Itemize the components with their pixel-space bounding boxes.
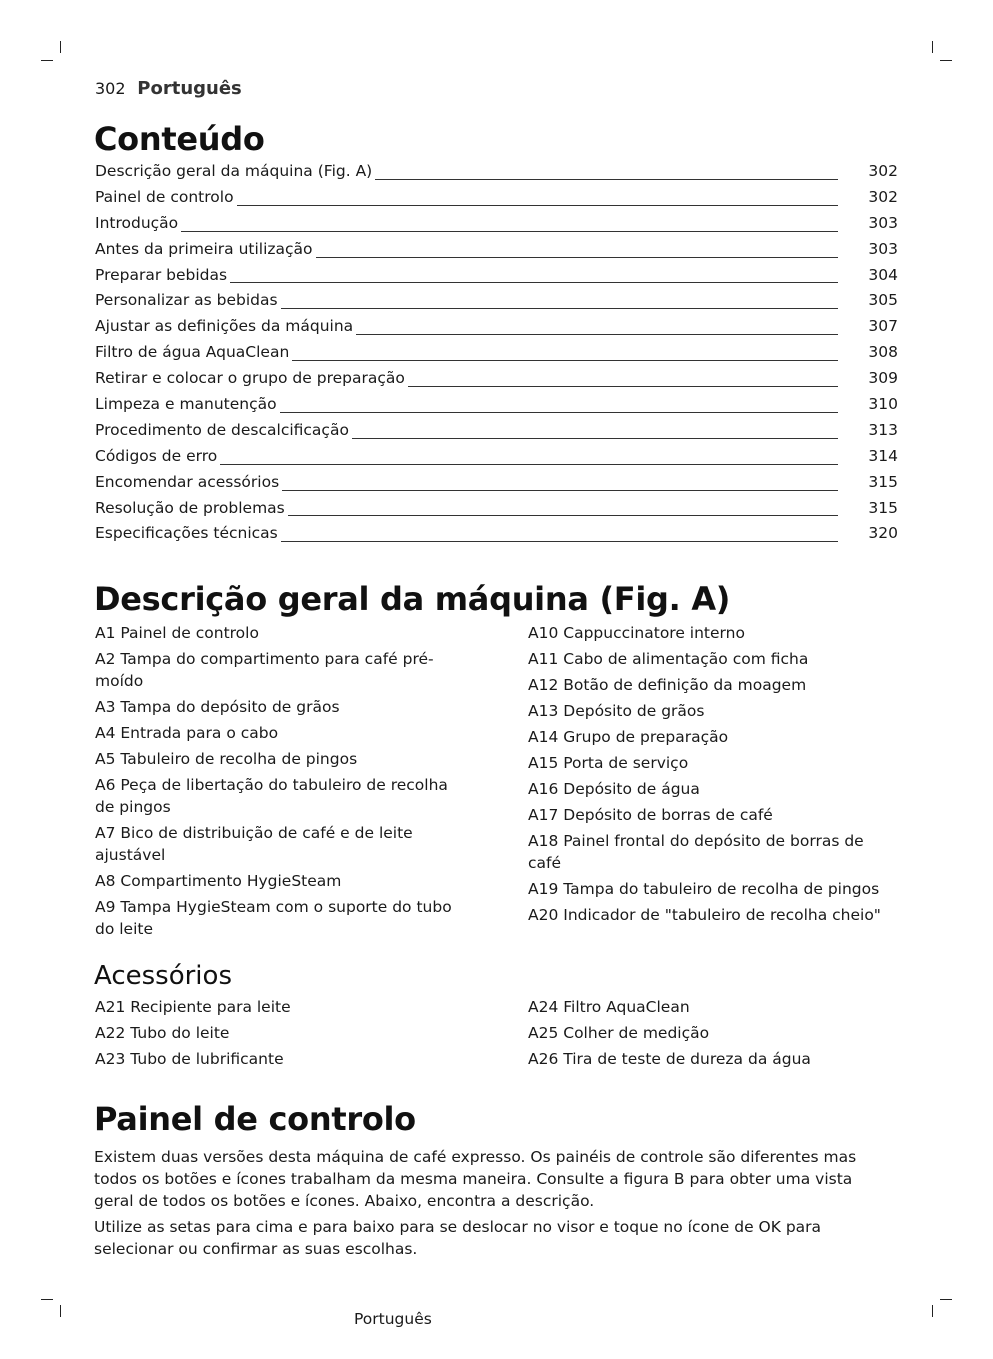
toc-entry bbox=[95, 499, 898, 525]
toc-leader-line bbox=[230, 281, 838, 283]
list-item: A11 Cabo de alimentação com ficha bbox=[528, 650, 809, 668]
toc-entry bbox=[95, 317, 898, 343]
accessories-title: Acessórios bbox=[94, 961, 232, 991]
toc-leader-line bbox=[375, 178, 838, 180]
list-item: A20 Indicador de "tabuleiro de recolha cheio" bbox=[528, 906, 881, 924]
toc-leader-line bbox=[181, 230, 838, 232]
crop-mark bbox=[940, 60, 952, 61]
toc-entry-title: Códigos de erro bbox=[95, 446, 218, 465]
toc-entry bbox=[95, 473, 898, 499]
toc-entry bbox=[95, 188, 898, 214]
toc-entry-page: 307 bbox=[868, 317, 898, 336]
crop-mark bbox=[41, 60, 53, 61]
toc-entry-page: 303 bbox=[868, 239, 898, 258]
list-item: A16 Depósito de água bbox=[528, 780, 700, 798]
toc-entry bbox=[95, 266, 898, 292]
toc-entry-page: 320 bbox=[868, 524, 898, 543]
list-item: A15 Porta de serviço bbox=[528, 754, 689, 772]
paragraph: Utilize as setas para cima e para baixo para se deslocar no visor e toque no ícone de OK para selecionar ou confirmar as suas escolhas. bbox=[94, 1218, 822, 1258]
list-item: A18 Painel frontal do depósito de borras de café bbox=[528, 832, 864, 872]
toc-leader-line bbox=[282, 489, 838, 491]
toc-entry-page: 304 bbox=[868, 265, 898, 284]
list-item: A8 Compartimento HygieSteam bbox=[95, 872, 342, 890]
list-item: A26 Tira de teste de dureza da água bbox=[528, 1050, 811, 1068]
toc-entry-page: 302 bbox=[868, 162, 898, 180]
toc-entry bbox=[95, 395, 898, 421]
toc-entry-page: 315 bbox=[868, 498, 898, 517]
crop-mark bbox=[940, 1299, 952, 1300]
toc-leader-line bbox=[292, 359, 838, 361]
header-language: Português bbox=[137, 78, 242, 99]
table-of-contents bbox=[95, 162, 898, 550]
toc-entry bbox=[95, 240, 898, 266]
list-item: A21 Recipiente para leite bbox=[95, 998, 291, 1016]
toc-entry-title: Personalizar as bebidas bbox=[95, 291, 278, 310]
toc-entry-title: Procedimento de descalcificação bbox=[95, 420, 349, 439]
accessories-left-column bbox=[95, 996, 470, 1074]
toc-leader-line bbox=[281, 540, 838, 542]
list-item: A17 Depósito de borras de café bbox=[528, 806, 773, 824]
toc-entry-page: 315 bbox=[868, 472, 898, 491]
overview-title: Descrição geral da máquina (Fig. A) bbox=[94, 580, 731, 618]
list-item: A23 Tubo de lubrificante bbox=[95, 1050, 284, 1068]
crop-mark bbox=[932, 41, 933, 53]
list-item: A10 Cappuccinatore interno bbox=[528, 624, 745, 642]
toc-entry-page: 309 bbox=[868, 369, 898, 388]
toc-entry-title: Filtro de água AquaClean bbox=[95, 343, 290, 362]
toc-leader-line bbox=[408, 385, 838, 387]
list-item: A19 Tampa do tabuleiro de recolha de pingos bbox=[528, 880, 880, 898]
toc-entry-title: Preparar bebidas bbox=[95, 265, 228, 284]
page-header bbox=[95, 78, 242, 99]
list-item: A14 Grupo de preparação bbox=[528, 728, 729, 746]
toc-leader-line bbox=[352, 437, 838, 439]
crop-mark bbox=[41, 1299, 53, 1300]
toc-entry-title: Encomendar acessórios bbox=[95, 472, 280, 491]
toc-entry bbox=[95, 447, 898, 473]
toc-entry-title: Descrição geral da máquina (Fig. A) bbox=[95, 162, 373, 180]
toc-title: Conteúdo bbox=[94, 120, 265, 158]
toc-entry-page: 308 bbox=[868, 343, 898, 362]
toc-entry-page: 303 bbox=[868, 213, 898, 232]
toc-entry bbox=[95, 369, 898, 395]
toc-entry bbox=[95, 524, 898, 550]
crop-mark bbox=[60, 1305, 61, 1317]
list-item: A9 Tampa HygieSteam com o suporte do tubo do leite bbox=[95, 898, 452, 938]
toc-leader-line bbox=[356, 333, 838, 335]
list-item: A12 Botão de definição da moagem bbox=[528, 676, 807, 694]
crop-mark bbox=[60, 41, 61, 53]
toc-entry bbox=[95, 421, 898, 447]
page-number: 302 bbox=[95, 79, 126, 98]
toc-entry-page: 305 bbox=[868, 291, 898, 310]
list-item: A6 Peça de libertação do tabuleiro de recolha de pingos bbox=[95, 776, 448, 816]
list-item: A24 Filtro AquaClean bbox=[528, 998, 690, 1016]
toc-leader-line bbox=[316, 256, 838, 258]
control-panel-title: Painel de controlo bbox=[94, 1100, 416, 1138]
toc-entry-page: 310 bbox=[868, 395, 898, 414]
toc-entry-title: Antes da primeira utilização bbox=[95, 239, 313, 258]
toc-entry bbox=[95, 162, 898, 188]
toc-entry-title: Especificações técnicas bbox=[95, 524, 278, 543]
toc-entry-title: Retirar e colocar o grupo de preparação bbox=[95, 369, 405, 388]
list-item: A5 Tabuleiro de recolha de pingos bbox=[95, 750, 358, 768]
toc-leader-line bbox=[281, 307, 838, 309]
footer-language: Português bbox=[354, 1310, 432, 1328]
toc-entry-title: Painel de controlo bbox=[95, 187, 234, 206]
toc-entry-page: 314 bbox=[868, 446, 898, 465]
list-item: A7 Bico de distribuição de café e de leite ajustável bbox=[95, 824, 413, 864]
control-panel-text bbox=[94, 1146, 884, 1264]
crop-mark bbox=[932, 1305, 933, 1317]
list-item: A25 Colher de medição bbox=[528, 1024, 710, 1042]
overview-left-column bbox=[95, 622, 470, 944]
toc-leader-line bbox=[280, 411, 838, 413]
toc-entry-page: 313 bbox=[868, 420, 898, 439]
list-item: A3 Tampa do depósito de grãos bbox=[95, 698, 340, 716]
toc-entry-title: Resolução de problemas bbox=[95, 498, 285, 517]
toc-leader-line bbox=[220, 463, 838, 465]
toc-entry bbox=[95, 343, 898, 369]
toc-entry-title: Limpeza e manutenção bbox=[95, 395, 277, 414]
toc-leader-line bbox=[288, 514, 838, 516]
list-item: A2 Tampa do compartimento para café pré-moído bbox=[95, 650, 434, 690]
list-item: A4 Entrada para o cabo bbox=[95, 724, 279, 742]
overview-right-column bbox=[528, 622, 898, 930]
toc-entry bbox=[95, 214, 898, 240]
list-item: A1 Painel de controlo bbox=[95, 624, 259, 642]
toc-entry-title: Introdução bbox=[95, 213, 179, 232]
toc-entry-page: 302 bbox=[868, 187, 898, 206]
paragraph: Existem duas versões desta máquina de café expresso. Os painéis de controle são diferentes mas todos os botões e ícones trabalham da mesma maneira. Consulte a figura B para obter uma vista geral de todos os botões e ícones. Abaixo, encontra a descrição. bbox=[94, 1148, 857, 1210]
toc-entry bbox=[95, 291, 898, 317]
toc-entry-title: Ajustar as definições da máquina bbox=[95, 317, 354, 336]
toc-leader-line bbox=[237, 204, 838, 206]
list-item: A13 Depósito de grãos bbox=[528, 702, 705, 720]
list-item: A22 Tubo do leite bbox=[95, 1024, 230, 1042]
accessories-right-column bbox=[528, 996, 898, 1074]
